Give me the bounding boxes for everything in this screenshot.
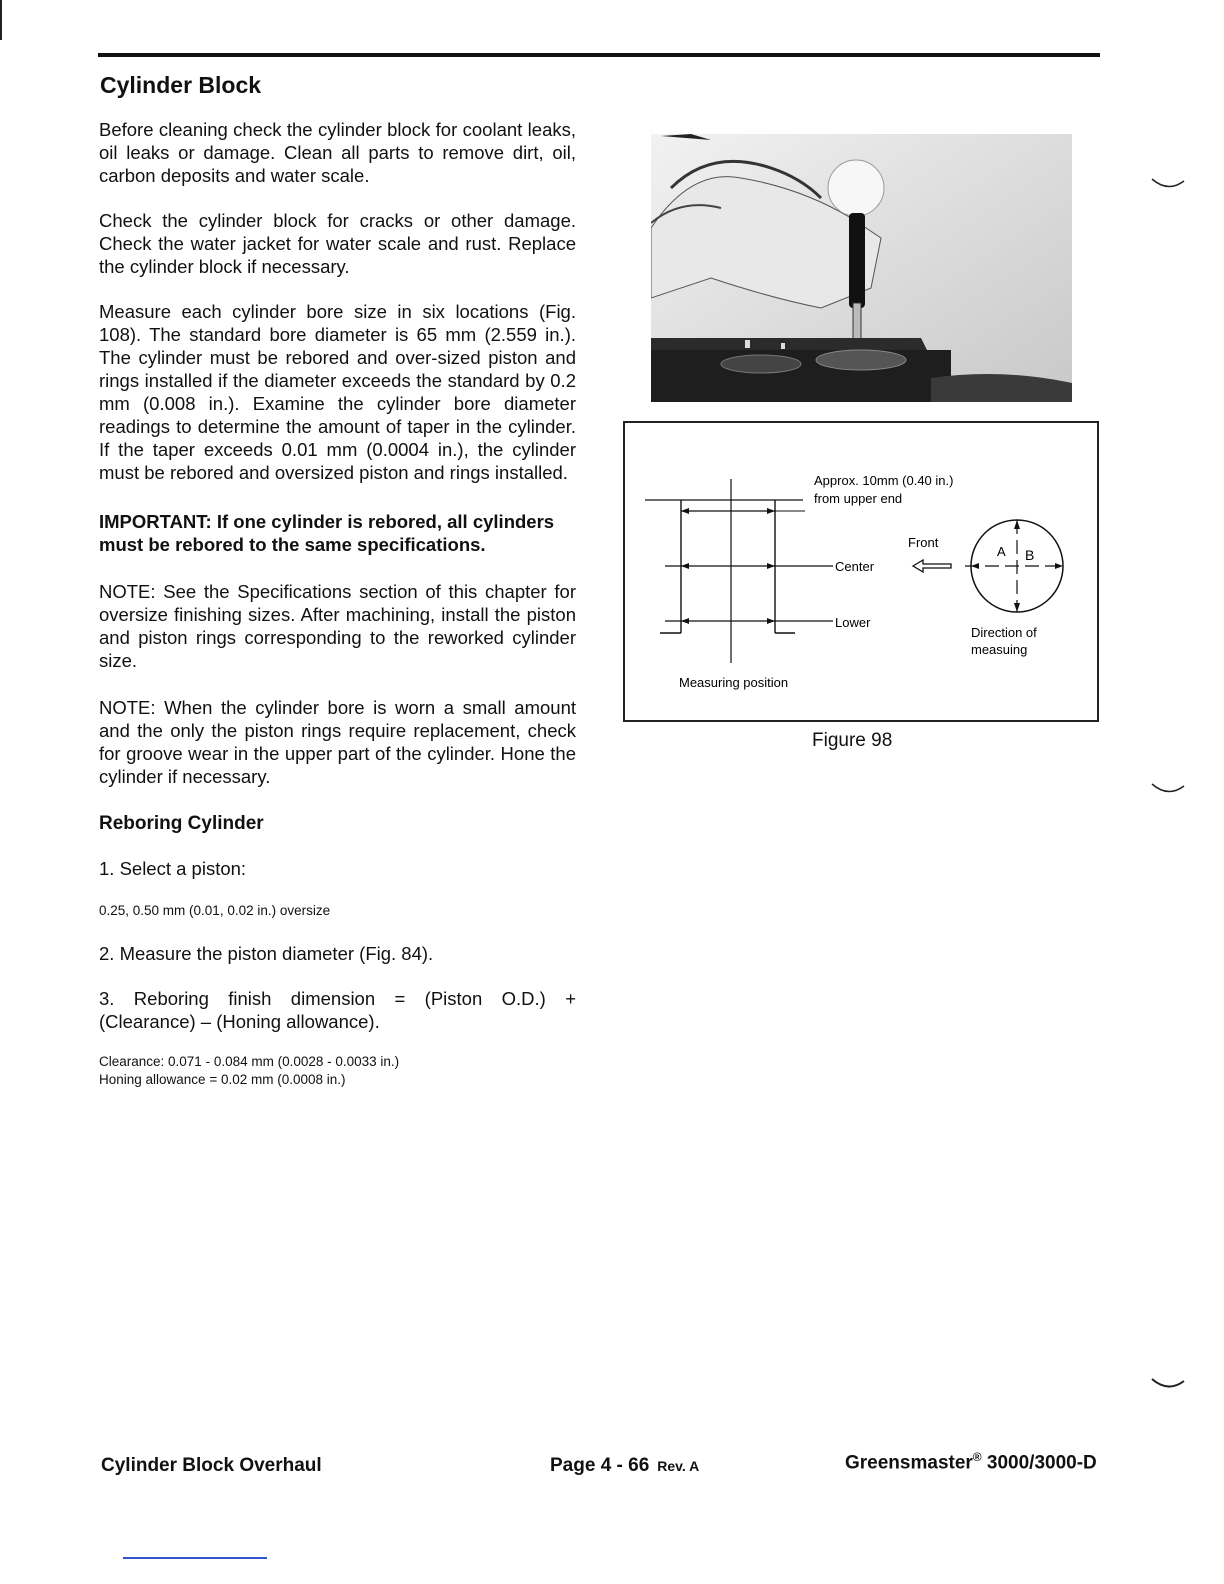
paragraph-measure: Measure each cylinder bore size in six locations (Fig. 108). The standard bore diameter is 65 mm (2.559 in.). The cylinder must be rebored and over-sized piston and rings installed if the diameter exceeds the standard by 0.2 mm (0.008 in.). Examine the cylinder bore diameter readings to determine the amount of taper in the cylinder. If the taper exceeds 0.01 mm (0.0004 in.), the cylinder must be rebored and oversized piston and rings installed.: [99, 301, 576, 483]
honing-text: Honing allowance = 0.02 mm (0.0008 in.): [99, 1072, 346, 1087]
step-1-detail: 0.25, 0.50 mm (0.01, 0.02 in.) oversize: [99, 903, 331, 918]
note-worn-bore: NOTE: When the cylinder bore is worn a small amount and the only the piston rings require replacement, check for groove wear in the upper part of the cylinder. Hone the cylinder if necessary.: [99, 697, 576, 787]
label-approx: Approx. 10mm (0.40 in.): [814, 473, 954, 488]
measuring-diagram-svg: [625, 423, 1097, 720]
clearance-text: Clearance: 0.071 - 0.084 mm (0.0028 - 0.0033 in.): [99, 1054, 400, 1069]
step-2: 2. Measure the piston diameter (Fig. 84).: [99, 943, 434, 964]
edge-mark-3: [1150, 1375, 1186, 1395]
note-specifications: NOTE: See the Specifications section of this chapter for oversize finishing sizes. After machining, install the piston and piston rings corresponding to the reworked cylinder size.: [99, 581, 576, 671]
photo-illustration: [651, 128, 1072, 402]
model-name: 3000/3000-D: [981, 1452, 1097, 1474]
clearance-spec: [99, 1053, 576, 1089]
edge-mark-2: [1150, 780, 1186, 800]
label-center: Center: [835, 559, 875, 574]
step-1: 1. Select a piston:: [99, 858, 247, 879]
label-front: Front: [908, 535, 939, 550]
registered-mark: ®: [972, 1450, 982, 1464]
edge-mark-1: [1150, 175, 1186, 195]
footer-product: [845, 1450, 1097, 1474]
important-note: IMPORTANT: If one cylinder is rebored, all cylinders must be rebored to the same specifications.: [99, 511, 555, 555]
paragraph-cracks: Check the cylinder block for cracks or other damage. Check the water jacket for water scale and rust. Replace the cylinder block if necessary.: [99, 210, 576, 277]
bore-gauge-photo: [651, 128, 1072, 402]
footer-page: [550, 1455, 699, 1477]
front-arrow-icon: [913, 560, 951, 572]
footer-section: Cylinder Block Overhaul: [101, 1455, 322, 1476]
label-measuing: measuing: [971, 642, 1028, 657]
figure-caption: Figure 98: [812, 730, 893, 751]
reboring-heading: Reboring Cylinder: [99, 813, 264, 834]
brand-name: Greensmaster: [845, 1452, 973, 1474]
label-measuring-position: Measuring position: [679, 675, 789, 690]
section-title: Cylinder Block: [100, 72, 262, 98]
label-a: A: [997, 544, 1006, 559]
page-number: Page 4 - 66: [550, 1455, 650, 1476]
paragraph-cleaning: Before cleaning check the cylinder block for coolant leaks, oil leaks or damage. Clean all parts to remove dirt, oil, carbon deposits and water scale.: [99, 119, 576, 186]
bottom-underline: [123, 1557, 267, 1559]
header-rule: [98, 53, 1100, 57]
step-3: 3. Reboring finish dimension = (Piston O.D.) + (Clearance) – (Honing allowance).: [99, 988, 576, 1032]
label-b: B: [1025, 547, 1035, 563]
label-upper-end: from upper end: [814, 491, 903, 506]
page-edge-mark: [0, 0, 2, 40]
text-column: [99, 118, 576, 1089]
measuring-diagram: [623, 421, 1099, 722]
label-lower: Lower: [835, 615, 871, 630]
label-direction: Direction of: [971, 625, 1037, 640]
revision: Rev. A: [657, 1458, 700, 1474]
